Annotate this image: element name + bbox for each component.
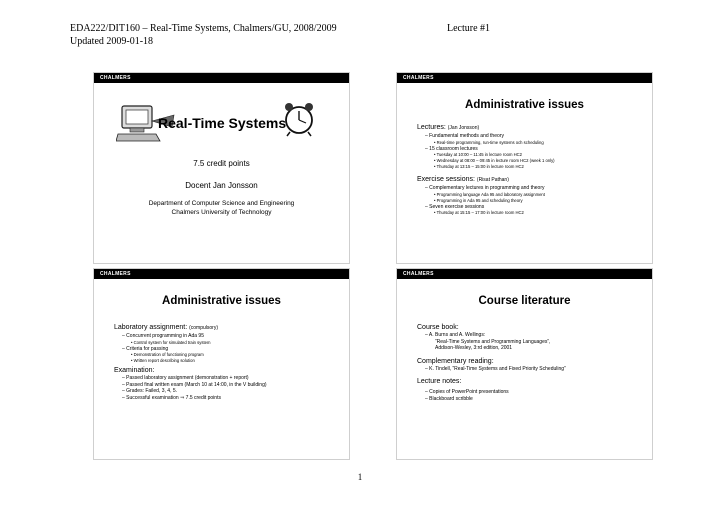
slide2-content <box>417 121 644 216</box>
slide1-title: Real-Time Systems <box>158 115 287 131</box>
list-item: – 15 classroom lectures <box>417 146 644 153</box>
chalmers-banner: CHALMERS <box>94 73 349 83</box>
lectures-label: Lectures: <box>417 124 446 131</box>
slide-administrative-1 <box>396 72 653 264</box>
page-number: 1 <box>357 472 363 482</box>
exercise-note: (Risat Pathan) <box>476 177 509 183</box>
updated-date: Updated 2009-01-18 <box>70 36 154 47</box>
list-subitem: • Programming language Ada 95 and laboratory assignment <box>417 192 644 198</box>
list-item: – Concurrent programming in Ada 95 <box>114 333 341 340</box>
list-item: – Successful examination ⇒ 7.5 credit points <box>114 395 341 402</box>
slide4-title: Course literature <box>478 295 571 307</box>
list-subitem: • Written report describing solution <box>114 358 341 364</box>
university-line: Chalmers University of Technology <box>171 209 272 216</box>
slide-course-literature <box>396 268 653 460</box>
department <box>94 199 349 217</box>
teacher-name: Docent Jan Jonsson <box>185 181 258 190</box>
complementary-heading: Complementary reading: <box>417 357 494 365</box>
credit-points: 7.5 credit points <box>193 159 250 168</box>
book-title-line: “Real-Time Systems and Programming Languages”, <box>435 338 551 345</box>
slide3-content <box>114 321 341 401</box>
list-subitem: • Thursday at 15:15 – 17:00 in lecture room HC2 <box>417 210 644 216</box>
alarm-clock-icon <box>282 101 316 137</box>
exercise-label: Exercise sessions: <box>417 176 475 183</box>
chalmers-banner: CHALMERS <box>397 269 652 279</box>
list-subitem: • Programming in Ada 95 and scheduling theory <box>417 198 644 204</box>
list-subitem: • Demonstration of functioning program <box>114 352 341 358</box>
list-item: – K. Tindell, “Real-Time Systems and Fixed Priority Scheduling” <box>417 366 644 373</box>
book-publisher-line: Addison-Wesley, 3:rd edition, 2001 <box>435 345 513 351</box>
chalmers-banner: CHALMERS <box>94 269 349 279</box>
lectures-heading <box>417 123 644 133</box>
list-subitem: • Wednesday at 08:00 – 09:45 in lecture room HC2 (week 1 only) <box>417 158 644 164</box>
list-item: – Copies of PowerPoint presentations <box>417 389 644 396</box>
lectures-note: (Jan Jonsson) <box>447 125 480 131</box>
lab-note: (compulsory) <box>189 325 219 331</box>
list-item: – Blackboard scribble <box>417 396 644 403</box>
list-item: – Fundamental methods and theory <box>417 133 644 140</box>
list-item: – Passed final written exam (March 10 at 14:00, in the V building) <box>114 382 341 389</box>
lecture-notes-heading: Lecture notes: <box>417 378 462 385</box>
lecture-number: Lecture #1 <box>447 23 491 34</box>
list-item: – Criteria for passing <box>114 346 341 353</box>
list-subitem: • Tuesday at 10:00 – 11:45 in lecture room HC2 <box>417 152 644 158</box>
list-item: – Passed laboratory assignment (demonstration + report) <box>114 375 341 382</box>
exercise-heading <box>417 175 644 185</box>
list-item: – Complementary lectures in programming and theory <box>417 185 644 192</box>
slide2-title: Administrative issues <box>465 99 584 111</box>
list-item: – A. Burns and A. Wellings: <box>417 332 644 339</box>
course-header: EDA222/DIT160 – Real-Time Systems, Chalmers/GU, 2008/2009 <box>70 23 337 34</box>
lab-label: Laboratory assignment: <box>114 324 188 331</box>
slide3-title: Administrative issues <box>162 295 281 307</box>
chalmers-banner: CHALMERS <box>397 73 652 83</box>
list-item: – Seven exercise sessions <box>417 204 644 211</box>
slide4-content <box>417 321 644 402</box>
slide-administrative-2 <box>93 268 350 460</box>
exam-heading: Examination: <box>114 367 155 374</box>
list-subitem: • Control system for simulated train system <box>114 340 341 346</box>
book-heading: Course book: <box>417 324 459 331</box>
slide-title-page <box>93 72 350 264</box>
lab-heading <box>114 323 341 333</box>
list-subitem: • Real-time programming, run-time systems och scheduling <box>417 140 644 146</box>
list-item: – Grades: Failed, 3, 4, 5. <box>114 388 341 395</box>
list-subitem: • Thursday at 13:15 – 15:00 in lecture room HC2 <box>417 164 644 170</box>
department-line: Department of Computer Science and Engineering <box>148 200 295 207</box>
